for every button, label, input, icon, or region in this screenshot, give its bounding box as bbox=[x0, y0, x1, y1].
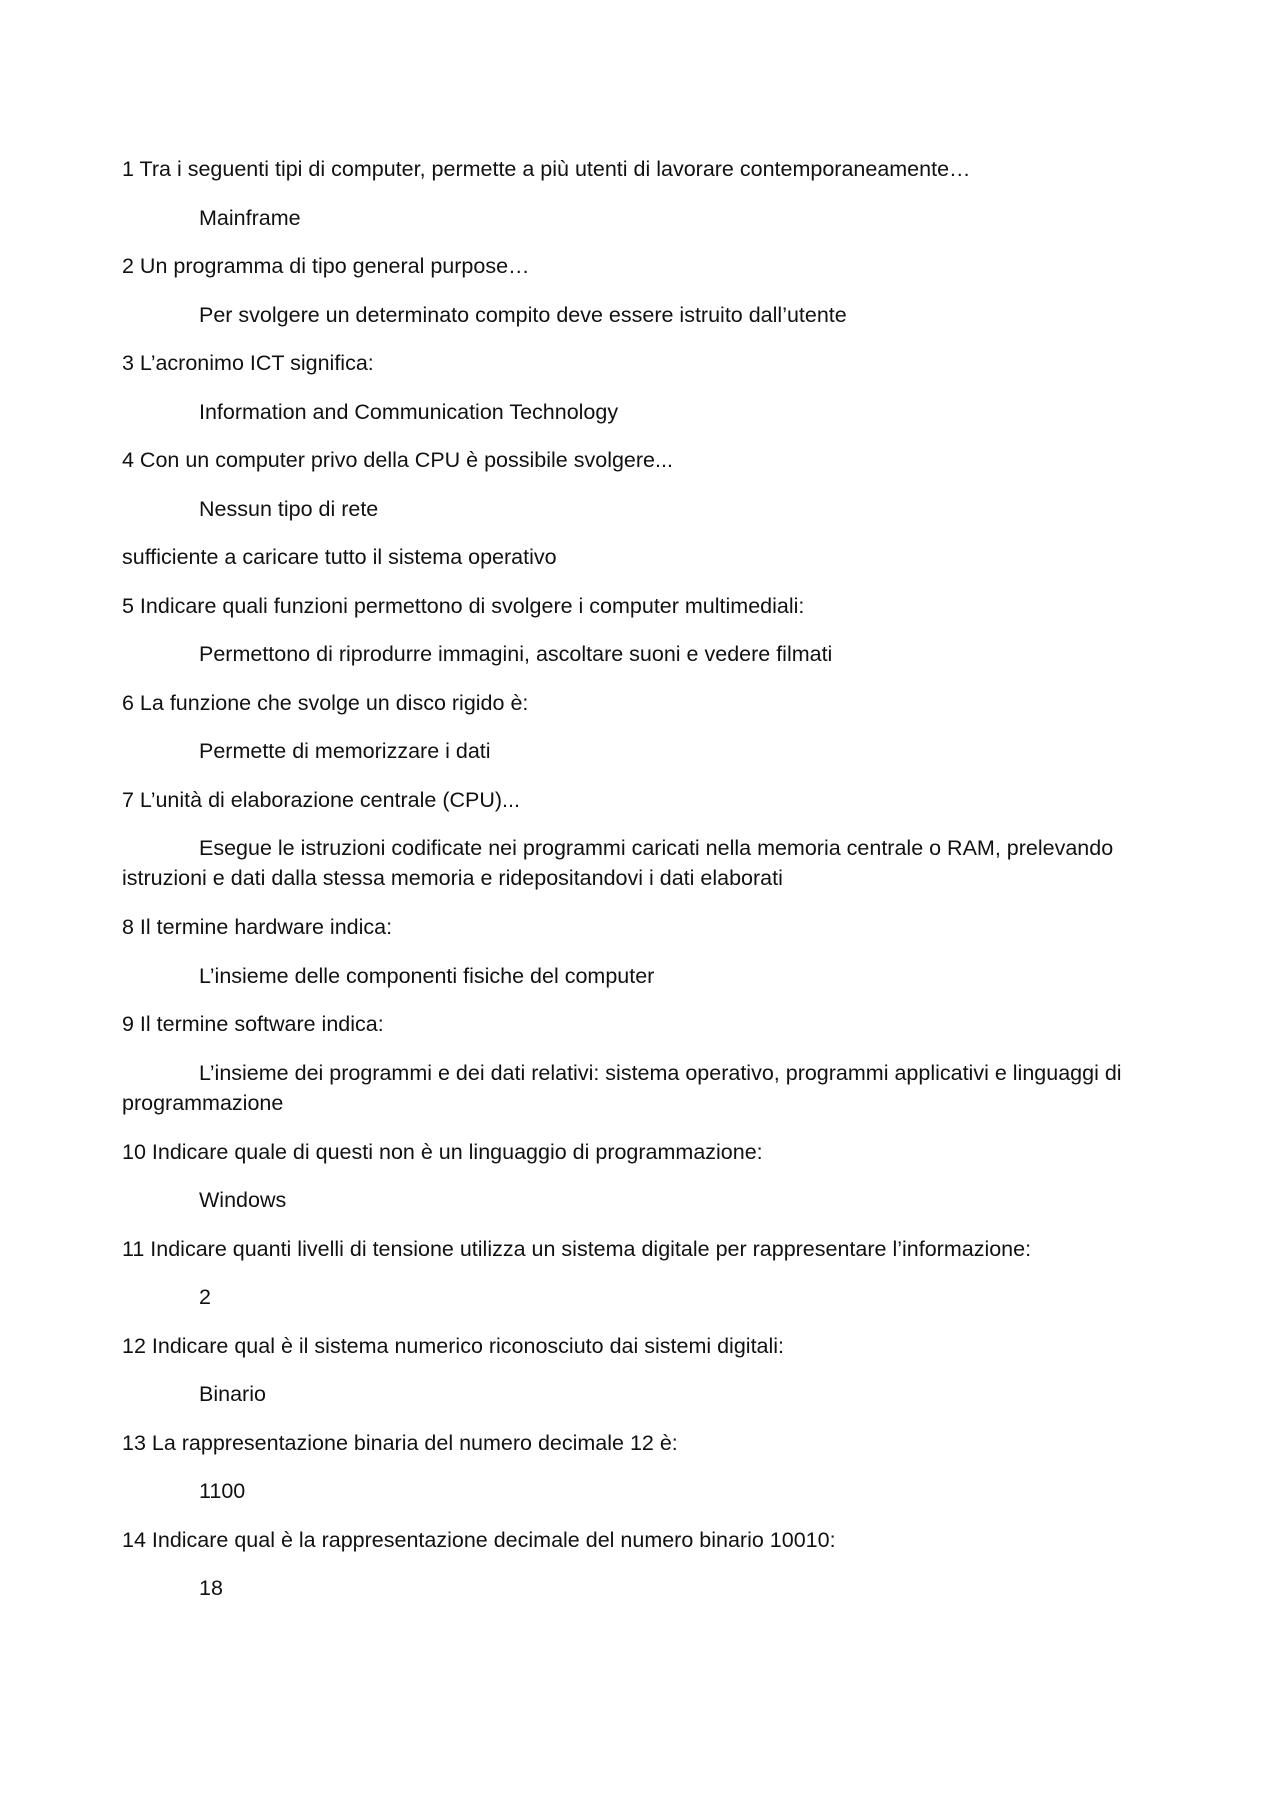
question-10: 10 Indicare quale di questi non è un linguaggio di programmazione: bbox=[122, 1139, 763, 1164]
question-3: 3 L’acronimo ICT significa: bbox=[122, 351, 374, 375]
question-1: 1 Tra i seguenti tipi di computer, permette a più utenti di lavorare contemporaneamente… bbox=[122, 157, 971, 181]
answer-1: Mainframe bbox=[199, 205, 301, 230]
answer-6: Permette di memorizzare i dati bbox=[199, 739, 491, 763]
answer-10: Windows bbox=[199, 1188, 287, 1212]
answer-13: 1100 bbox=[199, 1479, 246, 1503]
answer-9: L’insieme dei programmi e dei dati relativi: sistema operativo, programmi applicativi e linguaggi di programmazione bbox=[122, 1060, 1122, 1115]
answer-3: Information and Communication Technology bbox=[199, 399, 619, 424]
stray-text-line: sufficiente a caricare tutto il sistema operativo bbox=[122, 545, 557, 569]
answer-4: Nessun tipo di rete bbox=[199, 496, 379, 521]
question-8: 8 Il termine hardware indica: bbox=[122, 915, 393, 939]
quiz-content bbox=[122, 154, 1152, 1622]
question-11: 11 Indicare quanti livelli di tensione utilizza un sistema digitale per rappresentare l’informazione: bbox=[122, 1236, 1032, 1261]
question-5: 5 Indicare quali funzioni permettono di svolgere i computer multimediali: bbox=[122, 593, 805, 618]
question-12: 12 Indicare qual è il sistema numerico riconosciuto dai sistemi digitali: bbox=[122, 1333, 785, 1358]
question-13: 13 La rappresentazione binaria del numero decimale 12 è: bbox=[122, 1430, 678, 1455]
answer-7: Esegue le istruzioni codificate nei programmi caricati nella memoria centrale o RAM, prelevando istruzioni e dati dalla stessa memoria e ridepositandovi i dati elaborati bbox=[122, 836, 1114, 890]
answer-12: Binario bbox=[199, 1382, 266, 1406]
question-9: 9 Il termine software indica: bbox=[122, 1012, 384, 1036]
answer-14: 18 bbox=[199, 1576, 223, 1600]
question-4: 4 Con un computer privo della CPU è possibile svolgere... bbox=[122, 448, 673, 472]
answer-8: L’insieme delle componenti fisiche del computer bbox=[199, 963, 655, 988]
question-6: 6 La funzione che svolge un disco rigido è: bbox=[122, 690, 529, 715]
answer-11: 2 bbox=[199, 1285, 211, 1309]
answer-5: Permettono di riprodurre immagini, ascoltare suoni e vedere filmati bbox=[199, 642, 833, 666]
question-2: 2 Un programma di tipo general purpose… bbox=[122, 254, 530, 278]
question-14: 14 Indicare qual è la rappresentazione decimale del numero binario 10010: bbox=[122, 1527, 836, 1552]
answer-2: Per svolgere un determinato compito deve essere istruito dall’utente bbox=[199, 302, 847, 327]
question-7: 7 L’unità di elaborazione centrale (CPU)... bbox=[122, 787, 520, 812]
